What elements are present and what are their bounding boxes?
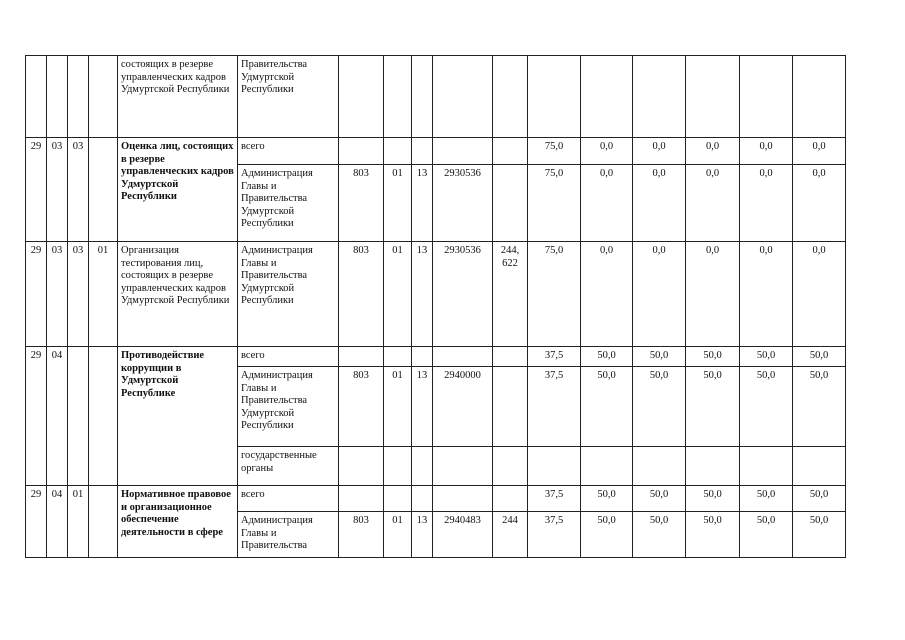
amount-cell — [793, 56, 846, 138]
program-name-cell: Организация тестирования лиц, состоящих в резерве управленческих кадров Удмуртской Республики — [118, 242, 238, 347]
amount-cell — [528, 447, 581, 486]
executor-cell: всего — [238, 486, 339, 512]
amount-cell: 50,0 — [633, 512, 686, 558]
amount-cell — [793, 447, 846, 486]
om-code-cell — [68, 56, 89, 138]
section-code-cell — [384, 138, 412, 165]
gp-code-cell: 29 — [26, 242, 47, 347]
amount-cell: 50,0 — [793, 512, 846, 558]
executor-cell: государственные органы — [238, 447, 339, 486]
amount-cell: 0,0 — [793, 165, 846, 242]
amount-cell: 50,0 — [793, 367, 846, 447]
program-name-cell: Противодействие коррупции в Удмуртской Республике — [118, 347, 238, 486]
table-row — [26, 56, 846, 138]
amount-cell: 0,0 — [686, 242, 740, 347]
amount-cell: 0,0 — [740, 242, 793, 347]
amount-cell: 0,0 — [633, 242, 686, 347]
table-row — [26, 486, 846, 512]
target-article-cell — [433, 486, 493, 512]
expense-type-cell — [493, 447, 528, 486]
amount-cell: 50,0 — [740, 486, 793, 512]
amount-cell: 50,0 — [740, 347, 793, 367]
amount-cell: 50,0 — [633, 367, 686, 447]
om-code-cell: 03 — [68, 138, 89, 242]
grbs-code-cell: 803 — [339, 367, 384, 447]
target-article-cell — [433, 347, 493, 367]
amount-cell: 0,0 — [740, 165, 793, 242]
amount-cell: 37,5 — [528, 486, 581, 512]
m-code-cell — [89, 56, 118, 138]
grbs-code-cell — [339, 347, 384, 367]
subsection-code-cell — [412, 138, 433, 165]
target-article-cell — [433, 447, 493, 486]
amount-cell — [581, 56, 633, 138]
gp-code-cell: 29 — [26, 486, 47, 558]
amount-cell: 0,0 — [581, 165, 633, 242]
m-code-cell — [89, 138, 118, 242]
amount-cell: 37,5 — [528, 347, 581, 367]
program-name-cell: состоящих в резерве управленческих кадров Удмуртской Республики — [118, 56, 238, 138]
om-code-cell: 03 — [68, 242, 89, 347]
amount-cell: 75,0 — [528, 165, 581, 242]
program-name-cell: Оценка лиц, состоящих в резерве управленческих кадров Удмуртской Республики — [118, 138, 238, 242]
subsection-code-cell — [412, 56, 433, 138]
amount-cell: 0,0 — [740, 138, 793, 165]
amount-cell: 50,0 — [793, 486, 846, 512]
target-article-cell — [433, 138, 493, 165]
subsection-code-cell: 13 — [412, 367, 433, 447]
table-row — [26, 347, 846, 367]
amount-cell: 50,0 — [686, 367, 740, 447]
subsection-code-cell: 13 — [412, 165, 433, 242]
section-code-cell: 01 — [384, 165, 412, 242]
grbs-code-cell: 803 — [339, 242, 384, 347]
amount-cell: 50,0 — [793, 347, 846, 367]
amount-cell — [633, 56, 686, 138]
amount-cell: 75,0 — [528, 242, 581, 347]
executor-cell: Администрация Главы и Правительства Удмуртской Республики — [238, 242, 339, 347]
section-code-cell — [384, 447, 412, 486]
expense-type-cell — [493, 486, 528, 512]
executor-cell: Правительства Удмуртской Республики — [238, 56, 339, 138]
target-article-cell: 2940483 — [433, 512, 493, 558]
amount-cell — [528, 56, 581, 138]
subsection-code-cell: 13 — [412, 512, 433, 558]
amount-cell: 37,5 — [528, 367, 581, 447]
amount-cell: 0,0 — [633, 138, 686, 165]
section-code-cell — [384, 56, 412, 138]
table-row — [26, 242, 846, 347]
executor-cell: Администрация Главы и Правительства Удмуртской Республики — [238, 367, 339, 447]
amount-cell: 50,0 — [581, 367, 633, 447]
section-code-cell: 01 — [384, 367, 412, 447]
subsection-code-cell — [412, 347, 433, 367]
subsection-code-cell: 13 — [412, 242, 433, 347]
expense-type-cell: 244, 622 — [493, 242, 528, 347]
amount-cell: 75,0 — [528, 138, 581, 165]
grbs-code-cell: 803 — [339, 512, 384, 558]
pp-code-cell: 04 — [47, 347, 68, 486]
amount-cell: 0,0 — [686, 138, 740, 165]
subsection-code-cell — [412, 486, 433, 512]
m-code-cell — [89, 486, 118, 558]
gp-code-cell — [26, 56, 47, 138]
target-article-cell: 2940000 — [433, 367, 493, 447]
expense-type-cell: 244 — [493, 512, 528, 558]
amount-cell: 0,0 — [581, 138, 633, 165]
section-code-cell — [384, 486, 412, 512]
amount-cell: 50,0 — [740, 512, 793, 558]
target-article-cell — [433, 56, 493, 138]
executor-cell: всего — [238, 347, 339, 367]
grbs-code-cell — [339, 138, 384, 165]
amount-cell: 37,5 — [528, 512, 581, 558]
amount-cell — [633, 447, 686, 486]
om-code-cell — [68, 347, 89, 486]
amount-cell: 0,0 — [686, 165, 740, 242]
gp-code-cell: 29 — [26, 138, 47, 242]
amount-cell: 0,0 — [793, 138, 846, 165]
expense-type-cell — [493, 165, 528, 242]
expense-type-cell — [493, 347, 528, 367]
amount-cell: 0,0 — [793, 242, 846, 347]
amount-cell: 0,0 — [633, 165, 686, 242]
amount-cell: 50,0 — [686, 347, 740, 367]
amount-cell — [581, 447, 633, 486]
executor-cell: Администрация Главы и Правительства — [238, 512, 339, 558]
grbs-code-cell — [339, 486, 384, 512]
amount-cell — [686, 447, 740, 486]
target-article-cell: 2930536 — [433, 165, 493, 242]
section-code-cell: 01 — [384, 512, 412, 558]
om-code-cell: 01 — [68, 486, 89, 558]
m-code-cell: 01 — [89, 242, 118, 347]
target-article-cell: 2930536 — [433, 242, 493, 347]
m-code-cell — [89, 347, 118, 486]
amount-cell: 50,0 — [581, 347, 633, 367]
amount-cell: 0,0 — [581, 242, 633, 347]
pp-code-cell: 03 — [47, 138, 68, 242]
executor-cell: всего — [238, 138, 339, 165]
amount-cell: 50,0 — [581, 512, 633, 558]
grbs-code-cell: 803 — [339, 165, 384, 242]
subsection-code-cell — [412, 447, 433, 486]
amount-cell — [740, 447, 793, 486]
gp-code-cell: 29 — [26, 347, 47, 486]
expense-type-cell — [493, 138, 528, 165]
amount-cell: 50,0 — [686, 512, 740, 558]
table-row — [26, 138, 846, 165]
amount-cell: 50,0 — [633, 347, 686, 367]
section-code-cell — [384, 347, 412, 367]
amount-cell: 50,0 — [633, 486, 686, 512]
pp-code-cell: 04 — [47, 486, 68, 558]
amount-cell — [686, 56, 740, 138]
budget-table — [25, 55, 846, 558]
amount-cell: 50,0 — [581, 486, 633, 512]
section-code-cell: 01 — [384, 242, 412, 347]
expense-type-cell — [493, 56, 528, 138]
grbs-code-cell — [339, 56, 384, 138]
program-name-cell: Нормативное правовое и организационное обеспечение деятельности в сфере — [118, 486, 238, 558]
pp-code-cell: 03 — [47, 242, 68, 347]
expense-type-cell — [493, 367, 528, 447]
amount-cell: 50,0 — [740, 367, 793, 447]
amount-cell: 50,0 — [686, 486, 740, 512]
executor-cell: Администрация Главы и Правительства Удмуртской Республики — [238, 165, 339, 242]
grbs-code-cell — [339, 447, 384, 486]
amount-cell — [740, 56, 793, 138]
pp-code-cell — [47, 56, 68, 138]
